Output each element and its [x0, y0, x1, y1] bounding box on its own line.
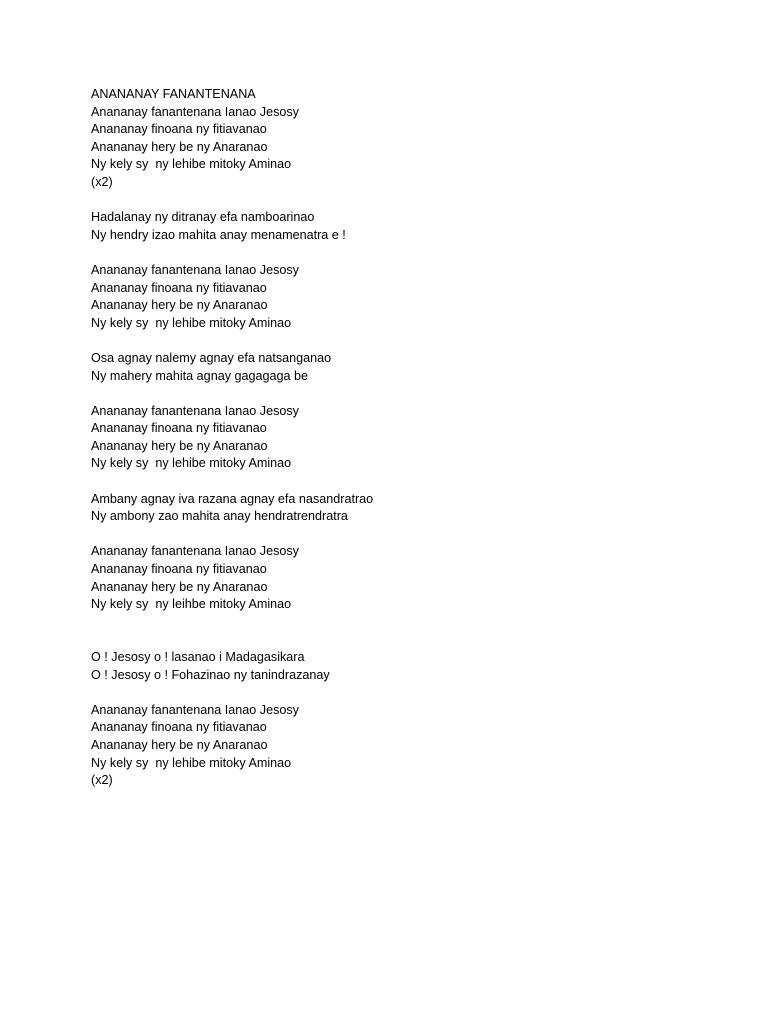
lyrics-body: [91, 86, 691, 807]
repeat-marker: (x2): [91, 773, 113, 788]
lyric-line: Ny kely sy ny leihbe mitoky Aminao: [91, 597, 292, 612]
stanza-verse-1: [91, 209, 691, 244]
lyric-line: O ! Jesosy o ! lasanao i Madagasikara: [91, 650, 305, 664]
stanza-verse-3: [91, 491, 691, 526]
lyric-line: Anananay finoana ny fitiavanao: [91, 421, 267, 436]
lyric-line: Ny kely sy ny lehibe mitoky Aminao: [91, 755, 292, 770]
stanza-chorus-3: [91, 403, 691, 473]
stanza-verse-2: [91, 350, 691, 385]
lyric-line: Anananay finoana ny fitiavanao: [91, 720, 267, 735]
stanza-chorus-5: [91, 702, 691, 790]
stanza-verse-4: [91, 649, 691, 684]
lyric-line: Ny hendry izao mahita anay menamenatra e !: [91, 227, 346, 242]
song-title: ANANANAY FANANTENANA: [91, 87, 256, 101]
stanza-chorus-1: [91, 104, 691, 192]
stanza-chorus-4: [91, 543, 691, 613]
lyric-line: Anananay hery be ny Anaranao: [91, 737, 268, 752]
lyric-line: Anananay fanantenana Ianao Jesosy: [91, 702, 299, 717]
lyric-line: Ny kely sy ny lehibe mitoky Aminao: [91, 157, 292, 172]
lyric-line: Anananay hery be ny Anaranao: [91, 579, 268, 594]
lyric-line: Anananay fanantenana Ianao Jesosy: [91, 403, 299, 418]
lyric-line: Anananay hery be ny Anaranao: [91, 139, 268, 154]
lyric-line: Ny kely sy ny lehibe mitoky Aminao: [91, 456, 292, 471]
lyric-line: Osa agnay nalemy agnay efa natsanganao: [91, 350, 332, 365]
lyric-line: Ny ambony zao mahita anay hendratrendratra: [91, 509, 348, 524]
lyric-line: Anananay finoana ny fitiavanao: [91, 280, 267, 295]
lyric-line: Anananay hery be ny Anaranao: [91, 298, 268, 313]
repeat-marker: (x2): [91, 174, 113, 189]
lyric-line: O ! Jesosy o ! Fohazinao ny tanindrazanay: [91, 667, 330, 682]
lyric-line: Ny kely sy ny lehibe mitoky Aminao: [91, 315, 292, 330]
lyric-line: Anananay finoana ny fitiavanao: [91, 562, 267, 577]
lyric-line: Hadalanay ny ditranay efa namboarinao: [91, 210, 315, 225]
lyric-line: Anananay fanantenana Ianao Jesosy: [91, 262, 299, 277]
lyric-line: Ny mahery mahita agnay gagagaga be: [91, 368, 309, 383]
lyric-line: Ambany agnay iva razana agnay efa nasandratrao: [91, 491, 374, 506]
lyric-line: Anananay fanantenana Ianao Jesosy: [91, 104, 299, 119]
lyric-line: Anananay hery be ny Anaranao: [91, 438, 268, 453]
lyric-line: Anananay finoana ny fitiavanao: [91, 122, 267, 137]
lyric-line: Anananay fanantenana Ianao Jesosy: [91, 544, 299, 559]
stanza-chorus-2: [91, 262, 691, 332]
